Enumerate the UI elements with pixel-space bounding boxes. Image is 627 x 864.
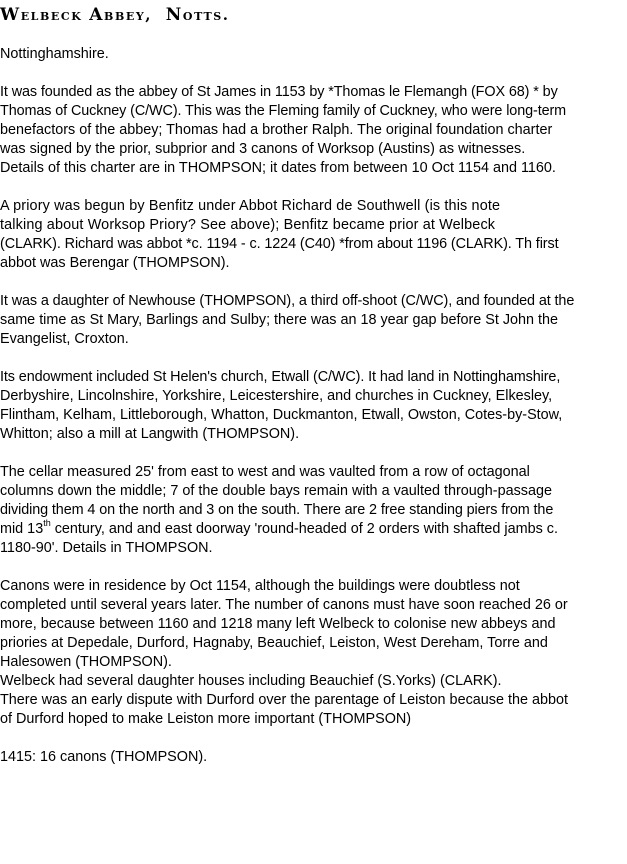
page-title (0, 4, 230, 26)
cellar-line-with-superscript: mid 13th century, and and east doorway 'round-headed of 2 orders with shafted jambs c. (0, 518, 558, 537)
title-word: otts. (182, 6, 230, 24)
title-initial: W (0, 5, 21, 25)
paragraph-endowment: Its endowment included St Helen's church, Etwall (C/WC). It had land in Nottinghamshire, Derbyshire, Lincolnshire, Yorkshire, Leicestershire, and churches in Cuckney, Elkesley, Flintham, Kelham, Littleborough, Whatton, Duckmanton, Etwall, Owston, Cotes-by-Stow, Whitton; also a mill at Langwith (THOMPSON). (0, 369, 563, 442)
title-word: elbeck (20, 6, 83, 24)
paragraph-1415: 1415: 16 canons (THOMPSON). (0, 749, 208, 765)
paragraph-canons: Canons were in residence by Oct 1154, although the buildings were doubtless not completed until several years later. The number of canons must have soon reached 26 or more, because between 1160 and 1218 many left Welbeck to colonise new abbeys and priories at Depedale, Durford, Hagnaby, Beauchief, Leiston, West Dereham, Torre and Halesowen (THOMPSON). Welbeck had several daughter houses including Beauchief (S.Yorks) (CLARK). There was an early dispute with Durford over the parentage of Leiston because the abbot of Durford hoped to make Leiston more important (THOMPSON) (0, 578, 568, 727)
paragraph-priory: A priory was begun by Benfitz under Abbot Richard de Southwell (is this note talking about Worksop Priory? See above); Benfitz became prior at Welbeck (CLARK). Richard was abbot *c. 1194 - c. 1224 (C40) *from about 1196 (CLARK). Th first abbot was Berengar (THOMPSON). (0, 198, 559, 271)
paragraph-foundation: It was founded as the abbey of St James in 1153 by *Thomas le Flemangh (FOX 68) * by Thomas of Cuckney (C/WC). This was the Fleming family of Cuckney, who were long-term benefactors of the abbey; Thomas had a brother Ralph. The original foundation charter was signed by the prior, subprior and 3 canons of Worksop (Austins) as witnesses. Details of this charter are in THOMPSON; it dates from between 10 Oct 1154 and 1160. (0, 84, 567, 176)
county-line: Nottinghamshire. (0, 46, 109, 62)
title-initial: A (89, 5, 105, 25)
superscript: th (43, 518, 51, 529)
paragraph-cellar: The cellar measured 25' from east to west and was vaulted from a row of octagonal columns down the middle; 7 of the double bays remain with a vaulted through-passage dividing them 4 on the north and 3 on the south. There are 2 free standing piers from the mid 13th century, and and east doorway 'round-headed of 2 orders with shafted jambs c. 1180-90'. Details in THOMPSON. (0, 463, 627, 558)
paragraph-daughter: It was a daughter of Newhouse (THOMPSON), a third off-shoot (C/WC), and founded at the same time as St Mary, Barlings and Sulby; there was an 18 year gap before St John the Evangelist, Croxton. (0, 293, 575, 347)
title-initial: N (165, 5, 183, 25)
title-word: bbey, (104, 6, 153, 24)
